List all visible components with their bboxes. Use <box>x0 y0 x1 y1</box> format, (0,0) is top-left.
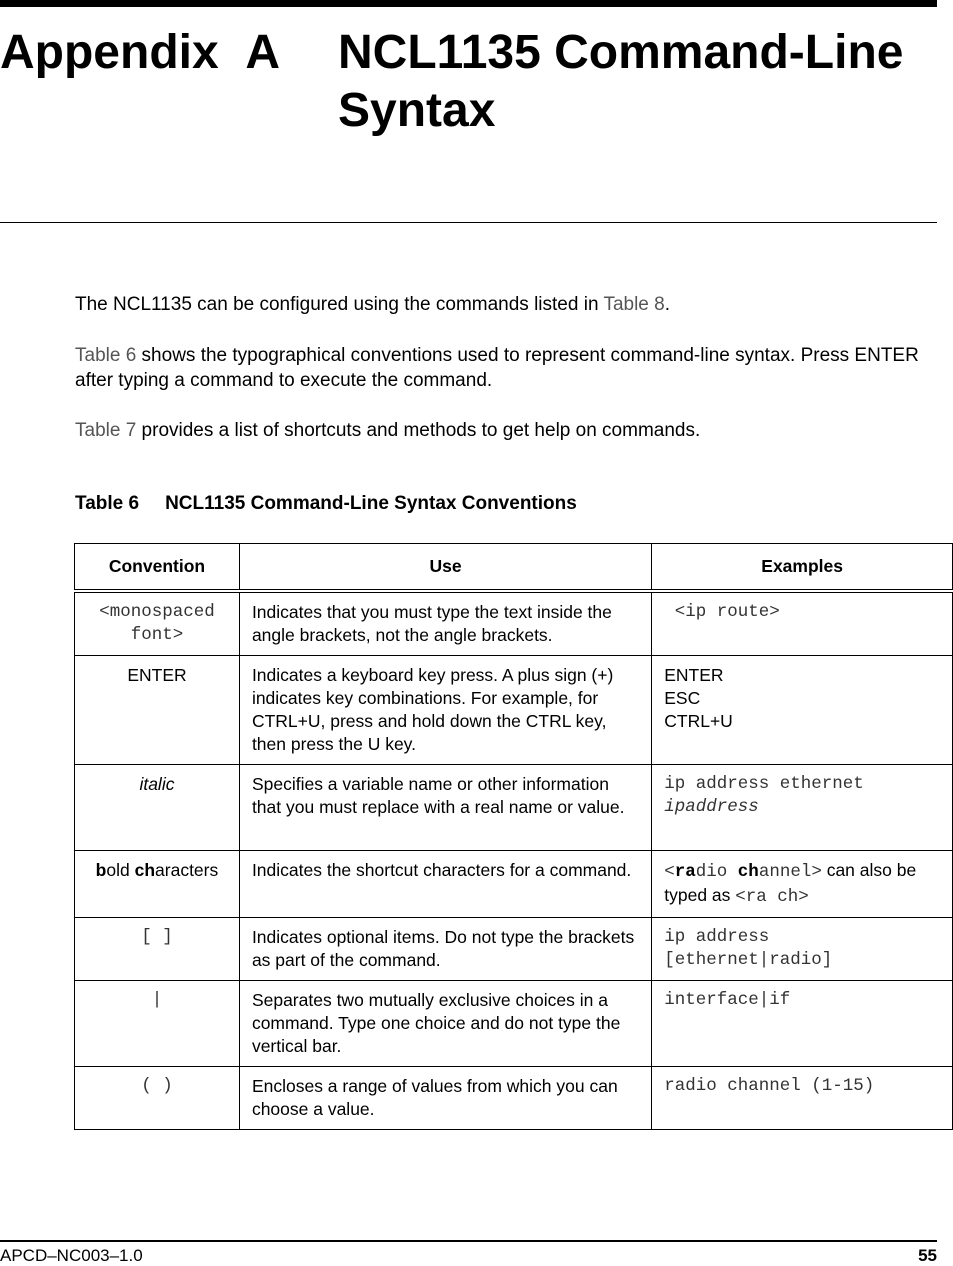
use-cell: Indicates the shortcut characters for a command. <box>239 851 651 918</box>
table-row <box>75 1067 953 1130</box>
document-id: APCD–NC003–1.0 <box>0 1246 143 1265</box>
use-cell: Specifies a variable name or other information that you must replace with a real name or value. <box>239 765 651 851</box>
table-row <box>75 918 953 981</box>
convention-cell: italic <box>75 765 240 851</box>
header-examples: Examples <box>652 544 953 592</box>
convention-cell: | <box>75 981 240 1067</box>
convention-cell: <monospaced font> <box>75 591 240 656</box>
example-cell: <radio channel> can also be typed as <ra ch> <box>652 851 953 918</box>
table-row <box>75 656 953 765</box>
chapter-title: NCL1135 Command-Line Syntax <box>338 26 904 137</box>
intro-paragraph-1: The NCL1135 can be configured using the commands listed in Table 8. <box>75 294 671 315</box>
table-row <box>75 765 953 851</box>
header-use: Use <box>239 544 651 592</box>
example-cell: ip address [ethernet|radio] <box>652 918 953 981</box>
example-cell: interface|if <box>652 981 953 1067</box>
use-cell: Separates two mutually exclusive choices in a command. Type one choice and do not type the vertical bar. <box>239 981 651 1067</box>
convention-cell: bold characters <box>75 851 240 918</box>
table-6-link[interactable]: Table 6 <box>75 345 137 366</box>
top-rule <box>0 0 937 7</box>
table-caption: Table 6 NCL1135 Command-Line Syntax Conventions <box>75 493 577 514</box>
intro-paragraph-2: Table 6 shows the typographical conventions used to represent command-line syntax. Press ENTER after typing a command to execute the command. <box>75 345 919 391</box>
table-header-row <box>75 544 953 592</box>
footer-rule <box>0 1240 937 1242</box>
example-cell: ip address ethernet ipaddress <box>652 765 953 851</box>
use-cell: Indicates that you must type the text inside the angle brackets, not the angle brackets. <box>239 591 651 656</box>
example-cell: ENTER ESC CTRL+U <box>652 656 953 765</box>
example-cell: radio channel (1-15) <box>652 1067 953 1130</box>
convention-cell: [ ] <box>75 918 240 981</box>
convention-cell: ENTER <box>75 656 240 765</box>
page-number: 55 <box>918 1246 937 1265</box>
use-cell: Encloses a range of values from which you can choose a value. <box>239 1067 651 1130</box>
table-row <box>75 851 953 918</box>
appendix-label: Appendix A <box>0 26 281 79</box>
table-row <box>75 591 953 656</box>
convention-cell: ( ) <box>75 1067 240 1130</box>
use-cell: Indicates a keyboard key press. A plus sign (+) indicates key combinations. For example, for CTRL+U, press and hold down the CTRL key, then press the U key. <box>239 656 651 765</box>
example-cell: <ip route> <box>652 591 953 656</box>
table-7-link[interactable]: Table 7 <box>75 420 137 441</box>
use-cell: Indicates optional items. Do not type the brackets as part of the command. <box>239 918 651 981</box>
title-rule <box>0 222 937 223</box>
table-row <box>75 981 953 1067</box>
table-8-link[interactable]: Table 8 <box>603 294 665 315</box>
conventions-table <box>74 543 953 1130</box>
intro-paragraph-3: Table 7 provides a list of shortcuts and methods to get help on commands. <box>75 420 701 441</box>
header-convention: Convention <box>75 544 240 592</box>
